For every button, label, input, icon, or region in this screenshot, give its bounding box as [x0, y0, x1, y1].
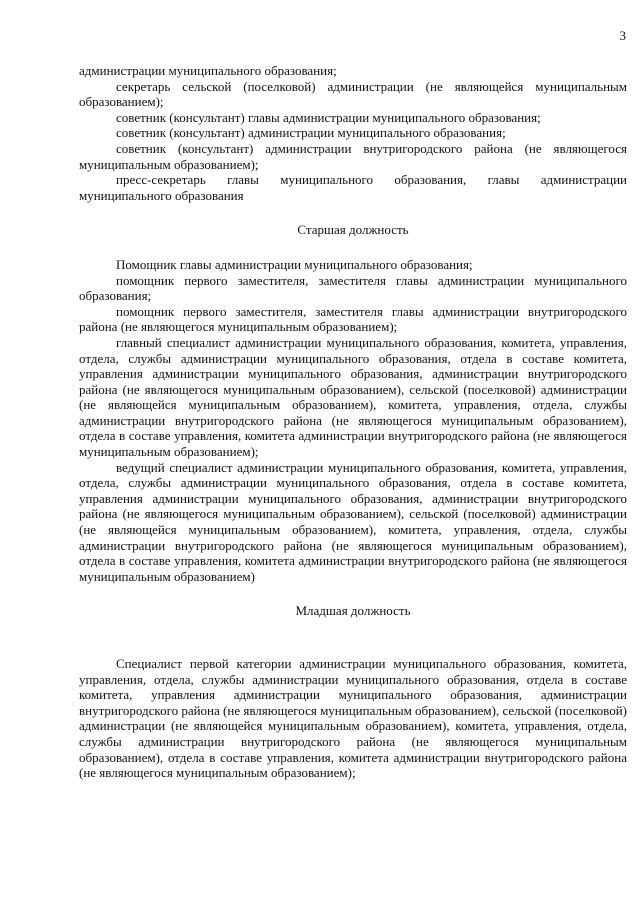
list-item: секретарь сельской (поселковой) администрации (не являющейся муниципальным образованием);	[79, 78, 627, 110]
list-item: советник (консультант) главы администрации муниципального образования;	[116, 109, 541, 125]
list-item: пресс-секретарь главы муниципального образования, главы администрации муниципального образования	[79, 172, 627, 203]
section-heading-junior: Младшая должность	[295, 603, 411, 619]
list-item: ведущий специалист администрации муниципального образования, комитета, управления, отдела, службы администрации муниципального образования, отдела в составе комитета, управления администрации муниципального образования, администрации внутригородского района (не являющегося муниципальным образованием), сельской (поселковой) администрации (не являющейся муниципальным образованием), комитета, управления, отдела, службы администрации внутригородского района (не являющегося муниципальным образованием), отдела в составе управления, комитета администрации внутригородского района (не являющегося муниципальным образованием)	[79, 459, 627, 584]
list-item: помощник первого заместителя, заместителя главы администрации внутригородского района (не являющегося муниципальным образованием);	[79, 303, 627, 335]
paragraph-continuation: администрации муниципального образования;	[79, 63, 337, 78]
page-number: 3	[619, 28, 626, 43]
list-item: советник (консультант) администрации муниципального образования;	[116, 125, 506, 141]
section-heading-senior: Старшая должность	[297, 222, 409, 238]
list-item: помощник первого заместителя, заместителя главы администрации муниципального образования;	[79, 272, 627, 304]
document-body	[79, 63, 627, 781]
list-item: советник (консультант) администрации внутригородского района (не являющегося муниципальным образованием);	[79, 140, 627, 172]
list-item: Помощник главы администрации муниципального образования;	[116, 256, 473, 272]
list-item: Специалист первой категории администрации муниципального образования, комитета, управления, отдела, службы администрации муниципального образования, отдела в составе комитета, управления администрации муниципального образования, администрации внутригородского района (не являющегося муниципальным образованием), сельской (поселковой) администрации (не являющейся муниципальным образованием), комитета, управления, отдела, службы администрации внутригородского района (не являющегося муниципальным образованием), отдела в составе управления, комитета администрации внутригородского района (не являющегося муниципальным образованием);	[79, 656, 628, 781]
list-item: главный специалист администрации муниципального образования, комитета, управления, отдела, службы администрации муниципального образования, отдела в составе комитета, управления администрации муниципального образования, администрации внутригородского района (не являющегося муниципальным образованием), сельской (поселковой) администрации (не являющейся муниципальным образованием), комитета, управления, отдела, службы администрации внутригородского района (не являющегося муниципальным образованием), отдела в составе управления, комитета администрации внутригородского района (не являющегося муниципальным образованием);	[79, 334, 627, 460]
